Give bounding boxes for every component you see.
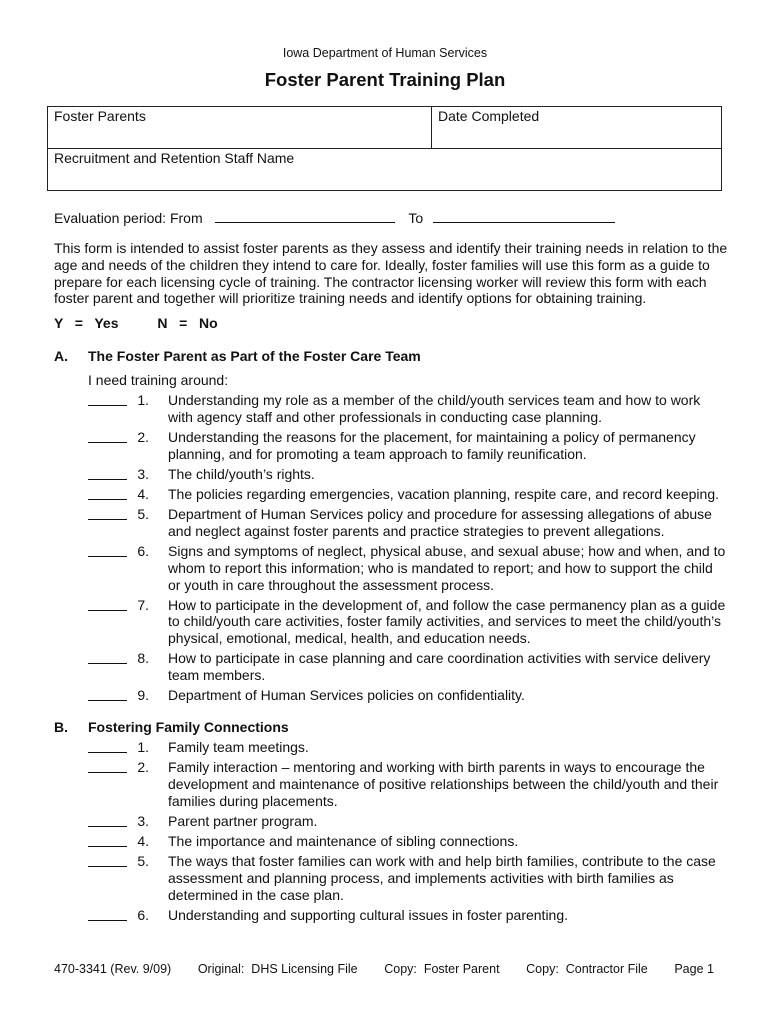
item-number: 6. bbox=[137, 543, 149, 560]
item-number: 1. bbox=[137, 392, 149, 408]
evaluation-to-label: To bbox=[408, 210, 424, 226]
list-item bbox=[88, 687, 728, 704]
answer-blank-input[interactable] bbox=[88, 907, 127, 921]
item-text: The policies regarding emergencies, vacation planning, respite care, and record keeping. bbox=[168, 486, 719, 503]
list-item bbox=[88, 813, 728, 830]
section-title: Fostering Family Connections bbox=[88, 719, 289, 735]
answer-blank-input[interactable] bbox=[88, 739, 127, 753]
footer-copy-contractor: Copy: Contractor File bbox=[526, 962, 648, 976]
item-number: 4. bbox=[137, 833, 149, 850]
section-a-list bbox=[88, 392, 728, 704]
section-a-heading bbox=[54, 348, 421, 364]
item-text: Signs and symptoms of neglect, physical abuse, and sexual abuse; how and when, and to whom to report this information; who is mandated to report; and how to support the child or youth in care throughout the assessment process. bbox=[168, 543, 726, 593]
item-text: How to participate in the development of, and follow the case permanency plan as a guide to child/youth care activities, foster family activities, and services to meet the child/youth’s physical, emotional, medical, health, and education needs. bbox=[168, 596, 726, 647]
info-table bbox=[47, 106, 722, 191]
list-item bbox=[88, 392, 728, 425]
intro-paragraph: This form is intended to assist foster parents as they assess and identify their training needs in relation to the age and needs of the children they intend to care for. Ideally, foster families will use this form as a guide to prepare for each licensing cycle of training. The contractor licensing worker will review this form with each foster parent and together will prioritize training needs and identify options for obtaining training. bbox=[54, 240, 728, 307]
evaluation-to-input[interactable] bbox=[433, 208, 615, 223]
answer-blank-input[interactable] bbox=[88, 429, 127, 443]
item-text: Understanding the reasons for the placement, for maintaining a policy of permanency planning, and for promoting a team approach to family reunification. bbox=[168, 428, 696, 462]
section-b-heading bbox=[54, 719, 289, 735]
answer-blank-input[interactable] bbox=[88, 759, 127, 773]
list-item bbox=[88, 650, 728, 683]
answer-blank-input[interactable] bbox=[88, 597, 127, 611]
item-number: 2. bbox=[137, 759, 149, 776]
list-item bbox=[88, 486, 728, 503]
answer-blank-input[interactable] bbox=[88, 853, 127, 867]
item-text: Parent partner program. bbox=[168, 812, 318, 829]
answer-blank-input[interactable] bbox=[88, 687, 127, 701]
item-text: The importance and maintenance of sibling connections. bbox=[168, 833, 519, 850]
item-text: Understanding and supporting cultural issues in foster parenting. bbox=[168, 906, 569, 923]
item-text: How to participate in case planning and care coordination activities with service delivery team members. bbox=[168, 650, 711, 684]
footer-copy-foster: Copy: Foster Parent bbox=[384, 962, 500, 976]
item-text: The ways that foster families can work with and help birth families, contribute to the case assessment and planning process, and implements activities with birth families as determined in the case plan. bbox=[168, 853, 716, 903]
list-item bbox=[88, 429, 728, 462]
item-number: 2. bbox=[137, 428, 149, 445]
item-number: 5. bbox=[137, 853, 149, 870]
item-number: 1. bbox=[137, 739, 149, 755]
item-text: Family team meetings. bbox=[168, 739, 309, 755]
yes-no-legend: Y = Yes N = No bbox=[54, 315, 218, 331]
list-item bbox=[88, 907, 728, 924]
staff-name-field[interactable] bbox=[48, 149, 721, 190]
footer-original: Original: DHS Licensing File bbox=[197, 962, 358, 976]
foster-parents-label: Foster Parents bbox=[54, 108, 146, 124]
list-item bbox=[88, 853, 728, 903]
item-text: Family interaction – mentoring and working with birth parents in ways to encourage the development and maintenance of positive relationships between the child/youth and their families during placements. bbox=[168, 759, 719, 809]
answer-blank-input[interactable] bbox=[88, 813, 127, 827]
item-number: 5. bbox=[137, 506, 149, 523]
section-b-list bbox=[88, 739, 728, 924]
answer-blank-input[interactable] bbox=[88, 506, 127, 520]
item-text: Department of Human Services policies on confidentiality. bbox=[168, 687, 525, 704]
list-item bbox=[88, 466, 728, 483]
foster-parents-field[interactable] bbox=[48, 107, 432, 149]
item-number: 4. bbox=[137, 486, 149, 503]
list-item bbox=[88, 759, 728, 809]
item-number: 6. bbox=[137, 906, 149, 923]
evaluation-from-label: Evaluation period: From bbox=[54, 210, 203, 226]
item-text: Understanding my role as a member of the child/youth services team and how to work with agency staff and other professionals in conducting case planning. bbox=[168, 392, 701, 425]
form-number: 470-3341 (Rev. 9/09) bbox=[54, 962, 172, 976]
date-completed-field[interactable] bbox=[432, 107, 721, 149]
item-number: 3. bbox=[137, 812, 149, 829]
section-letter: B. bbox=[54, 719, 68, 735]
staff-name-label: Recruitment and Retention Staff Name bbox=[54, 150, 295, 166]
agency-name: Iowa Department of Human Services bbox=[282, 46, 488, 60]
answer-blank-input[interactable] bbox=[88, 650, 127, 664]
list-item bbox=[88, 543, 728, 593]
list-item bbox=[88, 833, 728, 850]
item-text: The child/youth’s rights. bbox=[168, 465, 315, 482]
item-number: 9. bbox=[137, 687, 149, 704]
answer-blank-input[interactable] bbox=[88, 466, 127, 480]
footer bbox=[54, 962, 714, 976]
page-number: Page 1 bbox=[674, 962, 714, 976]
list-item bbox=[88, 739, 728, 756]
answer-blank-input[interactable] bbox=[88, 486, 127, 500]
section-letter: A. bbox=[54, 348, 68, 364]
section-title: The Foster Parent as Part of the Foster Care Team bbox=[88, 348, 421, 364]
list-item bbox=[88, 506, 728, 539]
item-text: Department of Human Services policy and procedure for assessing allegations of abuse and neglect against foster parents and practice strategies to prevent allegations. bbox=[168, 506, 712, 539]
answer-blank-input[interactable] bbox=[88, 392, 127, 406]
answer-blank-input[interactable] bbox=[88, 543, 127, 557]
item-number: 7. bbox=[137, 596, 149, 613]
item-number: 8. bbox=[137, 650, 149, 667]
page-title: Foster Parent Training Plan bbox=[264, 69, 506, 90]
list-item bbox=[88, 597, 728, 647]
answer-blank-input[interactable] bbox=[88, 833, 127, 847]
evaluation-from-input[interactable] bbox=[215, 208, 395, 223]
item-number: 3. bbox=[137, 465, 149, 482]
date-completed-label: Date Completed bbox=[438, 108, 540, 124]
section-a-sublabel: I need training around: bbox=[88, 372, 229, 388]
evaluation-period bbox=[54, 208, 615, 226]
